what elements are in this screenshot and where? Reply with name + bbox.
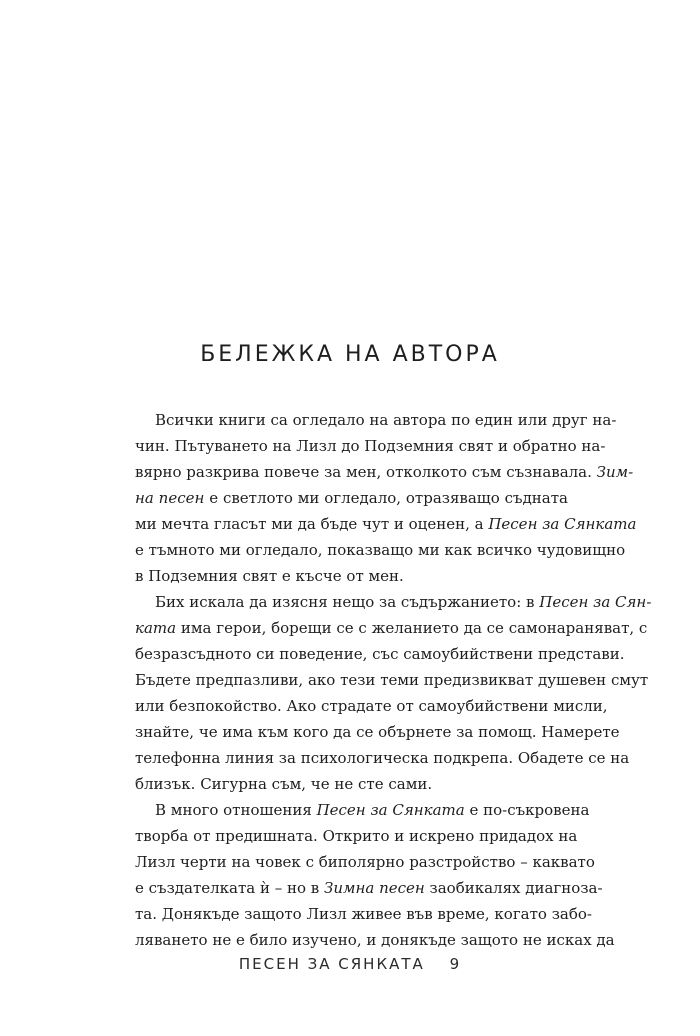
text-line: знайте, че има към кого да се обърнете за помощ. Намерете [135, 723, 620, 741]
page-title: БЕЛЕЖКА НА АВТОРА [200, 342, 500, 367]
book-title: ПЕСЕН ЗА СЯНКАТА [238, 955, 425, 973]
text-line: вярно разкрива повече за мен, отколкото съм съзнавала. Зим- [135, 463, 634, 481]
text-line: Лизл черти на човек с биполярно разстройство – каквато [135, 853, 595, 871]
text-line: е създателката ѝ – но в Зимна песен заобикалях диагноза- [135, 879, 603, 897]
text-line: на песен е светлото ми огледало, отразяващо съдната [135, 489, 568, 507]
page-number: 9 [449, 955, 462, 973]
text-line: Всички книги са огледало на автора по един или друг на- [155, 411, 617, 429]
text-line: та. Донякъде защото Лизл живее във време, когато забо- [135, 905, 592, 923]
running-footer [0, 955, 700, 973]
text-line: или безпокойство. Ако страдате от самоубийствени мисли, [135, 697, 608, 715]
text-line: Бъдете предпазливи, ако тези теми предизвикват душевен смут [135, 671, 649, 689]
text-line: ляването не е било изучено, и донякъде защото не исках да [135, 931, 615, 949]
text-line: близък. Сигурна съм, че не сте сами. [135, 775, 433, 793]
text-line: в Подземния свят е късче от мен. [135, 567, 404, 585]
text-line: безразсъдното си поведение, със самоубийствени представи. [135, 645, 625, 663]
text-line: ми мечта гласът ми да бъде чут и оценен, а Песен за Сянката [135, 515, 637, 533]
text-line: творба от предишната. Открито и искрено придадох на [135, 827, 578, 845]
body-text [135, 407, 652, 953]
text-line: телефонна линия за психологическа подкрепа. Обадете се на [135, 749, 630, 767]
text-line: чин. Пътуването на Лизл до Подземния свят и обратно на- [135, 437, 606, 455]
text-line: е тъмното ми огледало, показващо ми как всичко чудовищно [135, 541, 626, 559]
text-line: ката има герои, борещи се с желанието да се самонараняват, с [135, 619, 648, 637]
text-line: Бих искала да изясня нещо за съдържанието: в Песен за Сян- [155, 593, 652, 611]
text-line: В много отношения Песен за Сянката е по-съкровена [155, 801, 590, 819]
